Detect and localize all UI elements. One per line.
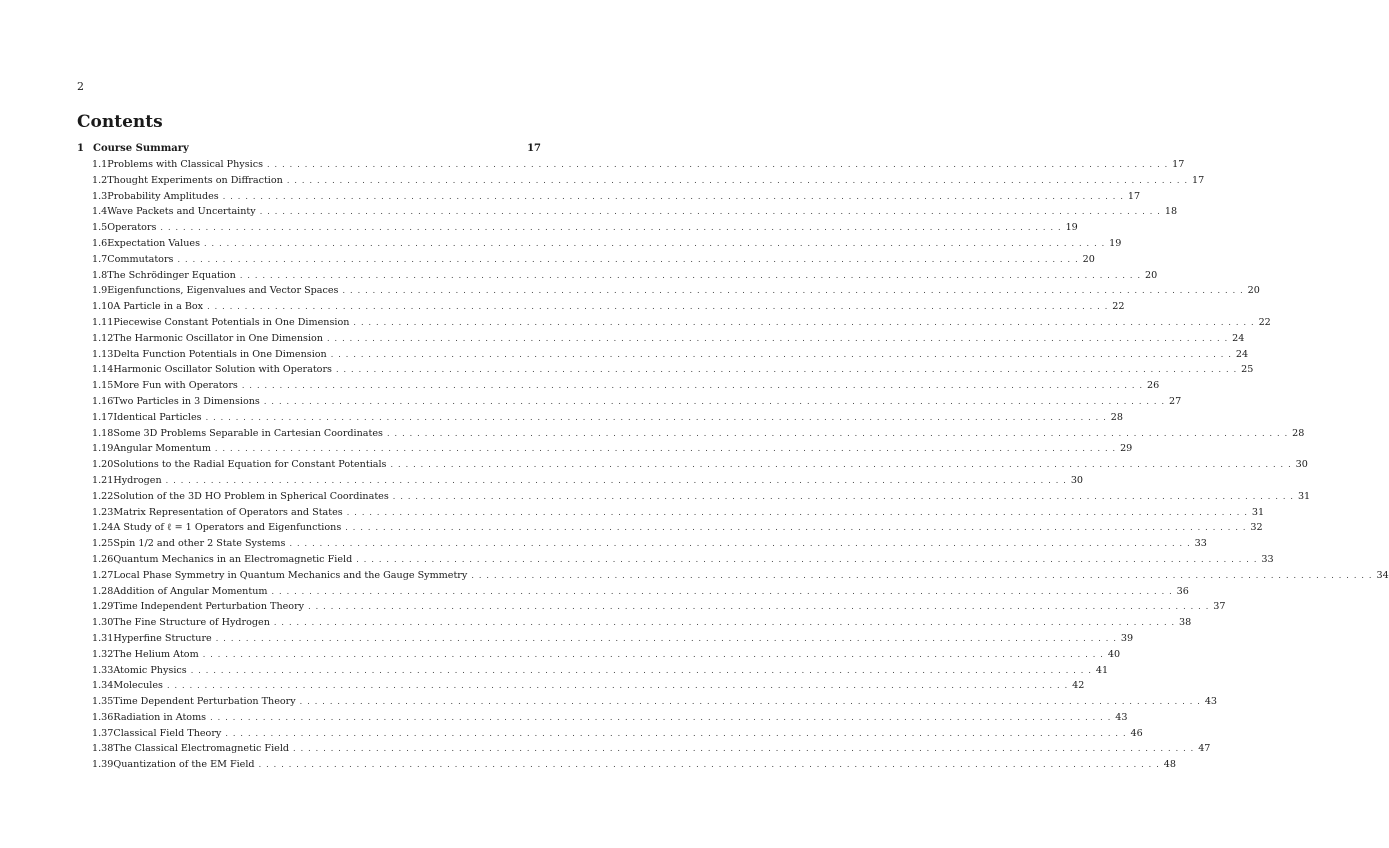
section-page: 28 <box>1110 411 1123 423</box>
toc-entry[interactable] <box>77 427 1305 444</box>
section-page: 18 <box>1164 206 1178 218</box>
section-number: 1.16 <box>92 395 114 407</box>
section-page: 27 <box>1169 395 1182 407</box>
section-number: 1.26 <box>92 553 114 565</box>
section-number: 1.21 <box>92 474 114 486</box>
dot-leader: ........................................................................................................................ <box>326 333 1233 343</box>
dot-leader: ........................................................................................................................ <box>177 254 1083 264</box>
dot-leader: ........................................................................................................................ <box>308 602 1214 612</box>
section-page: 28 <box>1292 427 1305 439</box>
section-number: 1.28 <box>92 585 114 597</box>
toc-entry[interactable] <box>77 301 1125 317</box>
toc-entry[interactable] <box>77 617 1192 633</box>
dot-leader: ........................................................................................................................ <box>207 302 1113 312</box>
section-page: 36 <box>1176 585 1189 597</box>
dot-leader: ........................................................................................................................ <box>390 460 1296 470</box>
section-title: Commutators <box>107 253 174 265</box>
toc-entry[interactable] <box>77 380 1160 396</box>
dot-leader: ........................................................................................................................ <box>286 175 1192 185</box>
toc-entry[interactable] <box>77 490 1311 507</box>
section-page: 22 <box>1112 301 1125 313</box>
toc-entry[interactable] <box>77 459 1308 475</box>
dot-leader: ........................................................................................................................ <box>293 744 1199 754</box>
section-number: 1.4 <box>92 206 108 218</box>
section-number: 1.9 <box>92 285 108 297</box>
section-page: 26 <box>1147 380 1160 392</box>
page-title: Contents <box>77 112 163 132</box>
section-page: 24 <box>1235 348 1249 360</box>
section-number: 1.12 <box>92 332 114 344</box>
dot-leader: ........................................................................................................................ <box>205 412 1111 422</box>
dot-leader: ........................................................................................................................ <box>202 649 1108 659</box>
section-title: Molecules <box>113 680 163 692</box>
dot-leader: ........................................................................................................................ <box>210 712 1116 722</box>
section-title: Identical Particles <box>113 411 202 423</box>
section-number: 1.13 <box>92 348 114 360</box>
toc-entry[interactable] <box>77 364 1254 380</box>
dot-leader: ........................................................................................................................ <box>386 428 1293 438</box>
dot-leader: ........................................................................................................................ <box>471 570 1377 580</box>
dot-leader: ........................................................................................................................ <box>273 618 1180 628</box>
dot-leader: ........................................................................................................................ <box>356 554 1262 564</box>
toc-entry[interactable] <box>77 553 1274 570</box>
section-page: 46 <box>1130 727 1143 739</box>
section-title: A Particle in a Box <box>113 301 204 313</box>
toc-entry[interactable] <box>77 237 1122 254</box>
section-title: Hyperfine Structure <box>113 632 212 644</box>
section-number: 1.34 <box>92 680 114 692</box>
section-page: 43 <box>1204 696 1218 708</box>
page-number: 2 <box>77 80 84 93</box>
section-title: Matrix Representation of Operators and States <box>113 506 343 518</box>
dot-leader: ........................................................................................................................ <box>160 223 1066 233</box>
toc-entry[interactable] <box>77 585 1189 602</box>
section-number: 1.1 <box>92 159 108 170</box>
section-title: A Study of ℓ = 1 Operators and Eigenfunctions <box>113 522 342 534</box>
section-page: 38 <box>1179 617 1192 629</box>
section-page: 20 <box>1247 285 1260 297</box>
dot-leader: ........................................................................................................................ <box>214 444 1121 454</box>
section-title: Eigenfunctions, Eigenvalues and Vector Spaces <box>107 285 339 297</box>
section-title: The Schrödinger Equation <box>107 269 236 281</box>
toc-entry[interactable] <box>77 285 1260 301</box>
section-page: 24 <box>1232 332 1245 344</box>
dot-leader: ........................................................................................................................ <box>353 317 1259 327</box>
section-number: 1.15 <box>92 380 114 392</box>
section-number: 1.11 <box>92 316 114 328</box>
toc-entry[interactable] <box>77 253 1095 270</box>
chapter-title: Course Summary <box>93 143 189 154</box>
section-title: Classical Field Theory <box>113 727 222 739</box>
dot-leader: ........................................................................................................................ <box>259 207 1165 217</box>
section-number: 1.17 <box>92 411 114 423</box>
dot-leader: ........................................................................................................................ <box>289 539 1195 549</box>
section-title: Spin 1/2 and other 2 State Systems <box>113 538 286 550</box>
section-page: 33 <box>1261 553 1274 565</box>
section-title: Expectation Values <box>107 237 200 249</box>
toc-entry[interactable] <box>77 727 1143 744</box>
section-number: 1.5 <box>92 222 108 234</box>
section-number: 1.29 <box>92 601 114 613</box>
section-number: 1.10 <box>92 301 114 313</box>
section-page: 30 <box>1295 459 1308 471</box>
section-page: 34 <box>1376 569 1389 581</box>
section-page: 29 <box>1120 443 1133 455</box>
section-title: More Fun with Operators <box>113 380 238 392</box>
section-number: 1.6 <box>92 237 108 249</box>
dot-leader: ........................................................................................................................ <box>335 365 1242 375</box>
toc-entry[interactable] <box>77 711 1128 728</box>
toc-entry[interactable] <box>77 174 1205 191</box>
toc-entry[interactable] <box>77 159 1185 175</box>
section-page: 48 <box>1163 759 1176 771</box>
dot-leader: ........................................................................................................................ <box>267 160 1173 169</box>
toc-entry[interactable] <box>77 743 1211 759</box>
chapter-number: 1 <box>77 143 84 154</box>
section-number: 1.32 <box>92 648 114 660</box>
dot-leader: ........................................................................................................................ <box>166 681 1073 691</box>
toc-entry[interactable] <box>77 538 1207 554</box>
section-title: Atomic Physics <box>113 664 187 676</box>
section-title: Addition of Angular Momentum <box>113 585 268 597</box>
section-number: 1.7 <box>92 253 108 265</box>
toc-entry[interactable] <box>77 569 1389 586</box>
section-number: 1.14 <box>92 364 114 376</box>
section-page: 43 <box>1115 711 1128 723</box>
toc-entry[interactable] <box>77 474 1084 491</box>
section-number: 1.20 <box>92 459 114 471</box>
section-number: 1.2 <box>92 174 108 186</box>
section-title: Delta Function Potentials in One Dimension <box>113 348 327 360</box>
section-number: 1.38 <box>92 743 114 755</box>
section-number: 1.33 <box>92 664 114 676</box>
section-page: 41 <box>1095 664 1109 676</box>
section-number: 1.18 <box>92 427 114 439</box>
section-page: 30 <box>1070 474 1084 486</box>
toc-entry[interactable] <box>77 632 1134 649</box>
dot-leader: ........................................................................................................................ <box>263 396 1170 406</box>
section-page: 22 <box>1258 316 1271 328</box>
toc-entry[interactable] <box>77 332 1245 349</box>
toc-entry[interactable] <box>77 411 1123 428</box>
section-page: 17 <box>1127 190 1141 202</box>
dot-leader: ........................................................................................................................ <box>225 728 1131 738</box>
section-number: 1.27 <box>92 569 114 581</box>
section-number: 1.39 <box>92 759 114 771</box>
toc-entry[interactable] <box>77 664 1109 681</box>
dot-leader: ........................................................................................................................ <box>215 633 1121 643</box>
section-title: Two Particles in 3 Dimensions <box>113 395 260 407</box>
toc-entry[interactable] <box>77 206 1178 222</box>
toc-entry[interactable] <box>77 395 1182 412</box>
dot-leader: ........................................................................................................................ <box>392 491 1298 501</box>
dot-leader: ........................................................................................................................ <box>165 475 1071 485</box>
toc-entry[interactable] <box>77 506 1265 523</box>
section-title: The Fine Structure of Hydrogen <box>113 617 270 629</box>
section-page: 31 <box>1297 490 1311 502</box>
section-number: 1.19 <box>92 443 114 455</box>
section-number: 1.8 <box>92 269 108 281</box>
section-number: 1.30 <box>92 617 114 629</box>
dot-leader: ........................................................................................................................ <box>239 270 1145 280</box>
toc-entry[interactable] <box>77 601 1226 617</box>
section-number: 1.22 <box>92 490 114 502</box>
dot-leader: ........................................................................................................................ <box>222 191 1128 201</box>
section-title: Solutions to the Radial Equation for Constant Potentials <box>113 459 387 471</box>
section-title: The Harmonic Oscillator in One Dimension <box>113 332 323 344</box>
dot-leader: ........................................................................................................................ <box>346 507 1252 517</box>
section-page: 31 <box>1251 506 1265 518</box>
section-title: Local Phase Symmetry in Quantum Mechanics and the Gauge Symmetry <box>113 569 468 581</box>
table-of-contents <box>77 143 1389 775</box>
section-title: Some 3D Problems Separable in Cartesian Coordinates <box>113 427 383 439</box>
dot-leader: ........................................................................................................................ <box>345 523 1251 533</box>
toc-entry[interactable] <box>77 190 1141 207</box>
section-page: 33 <box>1194 538 1207 550</box>
section-title: Probability Amplitudes <box>107 190 219 202</box>
section-title: The Helium Atom <box>113 648 199 660</box>
dot-leader: ........................................................................................................................ <box>330 349 1236 359</box>
section-page: 20 <box>1082 253 1095 265</box>
section-number: 1.36 <box>92 711 114 723</box>
section-title: Harmonic Oscillator Solution with Operators <box>113 364 332 376</box>
section-number: 1.31 <box>92 632 114 644</box>
section-title: Problems with Classical Physics <box>107 159 264 170</box>
section-number: 1.3 <box>92 190 108 202</box>
toc-section-list <box>77 159 1389 775</box>
section-page: 25 <box>1241 364 1254 376</box>
section-number: 1.25 <box>92 538 114 550</box>
section-title: Hydrogen <box>113 474 162 486</box>
section-page: 39 <box>1120 632 1134 644</box>
toc-entry[interactable] <box>77 269 1158 286</box>
toc-entry[interactable] <box>77 316 1271 333</box>
section-page: 20 <box>1144 269 1158 281</box>
section-title: Time Dependent Perturbation Theory <box>113 696 296 708</box>
section-page: 40 <box>1107 648 1121 660</box>
section-title: Radiation in Atoms <box>113 711 207 723</box>
section-title: Quantum Mechanics in an Electromagnetic Field <box>113 553 353 565</box>
toc-entry[interactable] <box>77 522 1263 538</box>
toc-chapter[interactable] <box>77 143 541 159</box>
dot-leader: ........................................................................................................................ <box>190 665 1096 675</box>
dot-leader: ........................................................................................................................ <box>342 286 1248 296</box>
section-page: 47 <box>1198 743 1211 755</box>
section-title: Piecewise Constant Potentials in One Dimension <box>113 316 350 328</box>
section-page: 17 <box>1192 174 1205 186</box>
toc-entry[interactable] <box>77 443 1133 459</box>
toc-entry[interactable] <box>77 680 1085 696</box>
section-page: 37 <box>1213 601 1226 613</box>
section-title: The Classical Electromagnetic Field <box>113 743 290 755</box>
section-title: Thought Experiments on Diffraction <box>107 174 283 186</box>
section-title: Solution of the 3D HO Problem in Spherical Coordinates <box>113 490 389 502</box>
toc-entry[interactable] <box>77 222 1078 238</box>
section-number: 1.24 <box>92 522 114 534</box>
dot-leader: ........................................................................................................................ <box>299 697 1205 707</box>
toc-entry[interactable] <box>77 348 1249 365</box>
section-number: 1.35 <box>92 696 114 708</box>
toc-entry[interactable] <box>77 696 1218 712</box>
dot-leader: ........................................................................................................................ <box>258 760 1164 770</box>
toc-entry[interactable] <box>77 759 1176 775</box>
dot-leader: ........................................................................................................................ <box>204 238 1110 248</box>
section-number: 1.37 <box>92 727 114 739</box>
section-page: 19 <box>1065 222 1078 234</box>
section-title: Angular Momentum <box>113 443 211 455</box>
chapter-page: 17 <box>527 143 541 154</box>
section-page: 42 <box>1072 680 1085 692</box>
section-page: 32 <box>1250 522 1263 534</box>
toc-entry[interactable] <box>77 648 1121 665</box>
section-title: Wave Packets and Uncertainty <box>107 206 256 218</box>
section-title: Operators <box>107 222 157 234</box>
section-page: 19 <box>1109 237 1122 249</box>
section-title: Quantization of the EM Field <box>113 759 255 771</box>
section-page: 17 <box>1172 159 1185 170</box>
section-title: Time Independent Perturbation Theory <box>113 601 305 613</box>
dot-leader: ........................................................................................................................ <box>241 381 1148 391</box>
section-number: 1.23 <box>92 506 114 518</box>
dot-leader: ........................................................................................................................ <box>271 586 1177 596</box>
